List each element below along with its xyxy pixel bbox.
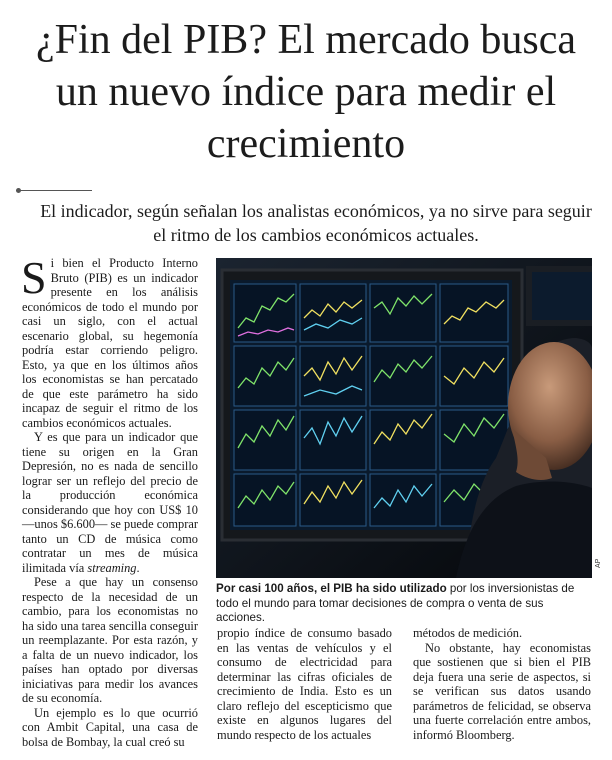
body-column-3	[413, 626, 591, 742]
paragraph-4: Un ejemplo es lo que ocurrió con Ambit Capital, una casa de bolsa de Bombay, la cual creó su	[22, 705, 198, 749]
paragraph-2	[22, 430, 198, 575]
body-column-1	[21, 252, 198, 749]
paragraph-5: propio índice de consumo basado en las ventas de vehículos y el consumo de electricidad para determinar las cifras oficiales de crecimiento de India. Esto es un claro reflejo del escepticismo que existe en algunos lugares del mundo respecto de los actuales	[217, 626, 392, 742]
trader-photo	[216, 258, 592, 578]
paragraph-3: Pese a que hay un consenso respecto de la necesidad de un cambio, para los economistas no ha sido una tarea sencilla conseguir un reemplazante. Por esta razón, y a falta de un nuevo indicador, los países han optado por diversas iniciativas para medir los avances de su economía.	[22, 575, 198, 705]
paragraph-2-end: .	[136, 560, 140, 575]
streaming-italic: streaming	[87, 560, 137, 575]
paragraph-1	[21, 252, 198, 430]
photo-credit: AP	[595, 558, 602, 568]
body-column-2	[217, 626, 392, 742]
headline-divider	[16, 190, 92, 191]
headline: ¿Fin del PIB? El mercado busca un nuevo índice para medir el crecimiento	[35, 17, 576, 167]
caption-text: por los inversionistas de todo el mundo para tomar decisiones de compra o venta de sus acciones.	[216, 582, 575, 624]
caption-bold: Por casi 100 años, el PIB ha sido utilizado	[216, 582, 447, 595]
paragraph-6: métodos de medición.	[413, 626, 523, 640]
trading-screens-illustration	[216, 258, 592, 578]
paragraph-2-text: Y es que para un indicador que tiene su origen en la Gran Depresión, no es nada de sencillo lograr ser un reflejo del precio de la producción económica considerando que hoy con US$ 10 —unos $6.600— se puede comprar tanto un CD de música como contratar un mes de música ilimitada vía	[22, 430, 198, 575]
paragraph-1-text: i bien el Producto Interno Bruto (PIB) es un indicador presente en los análisis económicos de todo el mundo por casi un siglo, con el actual escenario global, su hegemonía podría estar corriendo peligro. Esto, ya que en los últimos años los economistas se han percatado de que este parámetro ha sido incapaz de seguir el ritmo de los cambios económicos actuales.	[22, 256, 198, 430]
paragraph-7: No obstante, hay economistas que sostienen que si bien el PIB deja fuera una serie de aspectos, si se verifican sus datos usando parámetros de felicidad, se observa una fuerte correlación entre ambos, informó Bloomberg.	[413, 640, 591, 742]
drop-cap: S	[21, 252, 47, 303]
photo-caption	[216, 582, 594, 626]
subheadline: El indicador, según señalan los analistas económicos, ya no sirve para seguir el ritmo de los cambios económicos actuales.	[40, 201, 592, 245]
